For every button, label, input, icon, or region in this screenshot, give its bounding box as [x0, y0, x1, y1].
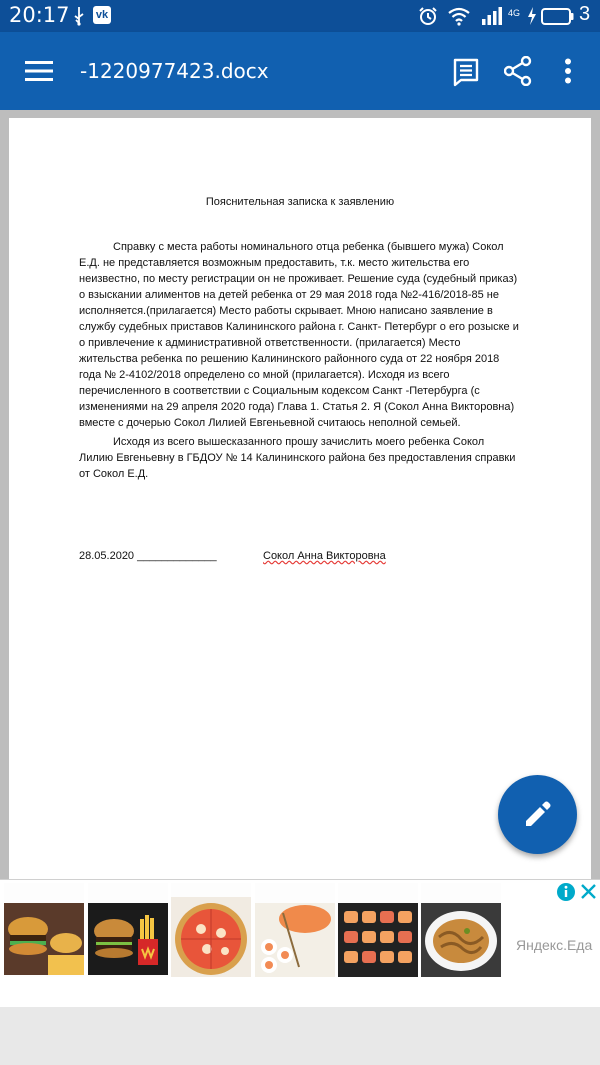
- battery-level: 3: [579, 3, 591, 25]
- text-line: вместе с дочерью Сокол Лилией Евгеньевной считаюсь неполной семьей.: [79, 417, 461, 429]
- text-line: службу судебных приставов Калининского района г. Санкт- Петербург о его розыске и: [79, 321, 519, 333]
- text-line: изменениями на 29 апреля 2020 года) Глава 1. Статья 2. Я (Сокол Анна Викторовна): [79, 401, 515, 413]
- paragraph-2: [79, 434, 524, 482]
- document-filename: -1220977423.docx: [80, 59, 269, 83]
- noodles-image[interactable]: [421, 883, 501, 977]
- ad-info-icon[interactable]: [556, 882, 576, 902]
- text-line: года № 2-4102/2018 определено со мной (прилагается). Исходя из всего: [79, 369, 450, 381]
- text-line: от Сокол Е.Д.: [79, 468, 149, 480]
- text-line: Лилию Евгеньевну в ГБДОУ № 14 Калининского района без предоставления справки: [79, 452, 516, 464]
- text-line: Е.Д. не представляется возможным предоставить, т.к. место жительства его: [79, 257, 470, 269]
- bottom-area: [0, 1007, 600, 1065]
- sushi-rolls-image[interactable]: [255, 883, 335, 977]
- text-line: неизвестно, по месту регистрации он не проживает. Решение суда (судебный приказ): [79, 273, 518, 285]
- burger-food-image[interactable]: [4, 883, 84, 977]
- menu-icon[interactable]: [25, 59, 53, 83]
- ad-close-icon[interactable]: [580, 883, 597, 900]
- document-page[interactable]: [9, 118, 591, 883]
- app-bar: [0, 32, 600, 110]
- document-title: Пояснительная записка к заявлению: [205, 196, 395, 208]
- text-line: перечисленного в соответствии с Социальным кодексом Санкт -Петербурга (с: [79, 385, 480, 397]
- status-bar: [0, 0, 600, 32]
- text-line: Справку с места работы номинального отца ребенка (бывшего мужа) Сокол: [113, 241, 504, 253]
- text-line: жительства ребенка по решению Калининского районного суда от 22 ноября 2018: [79, 353, 500, 365]
- battery-icon: [541, 8, 574, 25]
- signal-icon: [481, 7, 503, 25]
- date-line: 28.05.2020 _____________: [79, 550, 217, 562]
- text-line: о взыскании алиментов на детей ребенка от 29 мая 2018 года №2-416/2018-85 не: [79, 289, 499, 301]
- ad-banner[interactable]: [0, 879, 600, 1008]
- more-icon[interactable]: [564, 58, 572, 84]
- ad-advertiser-label[interactable]: Яндекс.Еда: [516, 937, 593, 953]
- wifi-icon: [447, 6, 471, 26]
- usb-icon: [72, 6, 86, 26]
- signature-name: Сокол Анна Викторовна: [263, 550, 386, 562]
- network-type: 4G: [508, 8, 521, 18]
- text-line: Исходя из всего вышесказанного прошу зачислить моего ребенка Сокол: [113, 436, 485, 448]
- status-time: 20:17: [9, 3, 70, 27]
- share-icon[interactable]: [504, 56, 532, 86]
- document-viewer[interactable]: [0, 110, 600, 880]
- paragraph-1: [79, 239, 524, 431]
- text-line: исполняется.(прилагается) Место работы скрывает. Мною написано заявление в: [79, 305, 493, 317]
- charging-icon: [527, 7, 537, 25]
- text-line: о привлечение к административной ответственности. (прилагается) Место: [79, 337, 461, 349]
- vk-icon: vk: [93, 6, 111, 24]
- bigmac-fries-image[interactable]: [88, 883, 168, 977]
- edit-icon: [523, 800, 552, 829]
- pizza-image[interactable]: [171, 883, 251, 977]
- reading-mode-icon[interactable]: [452, 57, 482, 87]
- alarm-icon: [418, 6, 438, 26]
- edit-button[interactable]: [498, 775, 577, 854]
- sushi-set-image[interactable]: [338, 883, 418, 977]
